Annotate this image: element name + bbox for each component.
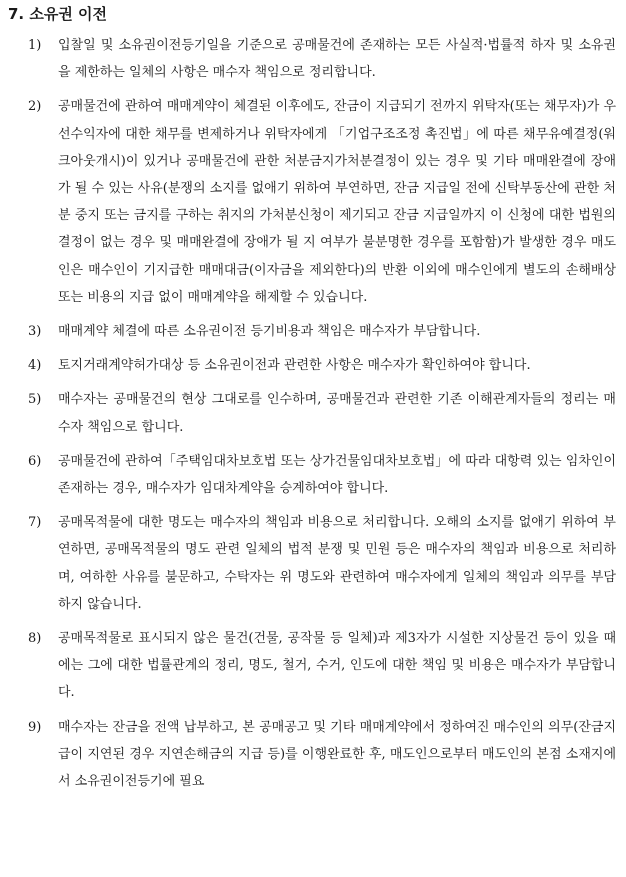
clause-text: 공매물건에 관하여 매매계약이 체결된 이후에도, 잔금이 지급되기 전까지 위탁자(또는 채무자)가 우선수익자에 대한 채무를 변제하거나 위탁자에게 「기업구조조정 촉진법」에 따른 채무유예결정(워크아웃개시)이 있거나 공매물건에 관한 처분금지가처분결정이 있는 경우 및 기타 매매완결에 장애가 될 수 있는 사유(분쟁의 소지를 없애기 위하여 부연하면, 잔금 지급일 전에 신탁부동산에 관한 처분 중지 또는 금지를 구하는 취지의 가처분신청이 제기되고 잔금 지급일까지 이 신청에 대한 법원의 결정이 없는 경우 및 매매완결에 장애가 될 지 여부가 불분명한 경우를 포함함)가 발생한 경우 매도인은 매수인이 기지급한 매매대금(이자금을 제외한다)의 반환 이외에 매수인에게 별도의 손해배상 또는 비용의 지급 없이 매매계약을 해제할 수 있습니다. — [58, 99, 616, 305]
clause-text: 매수자는 잔금을 전액 납부하고, 본 공매공고 및 기타 매매계약에서 정하여진 매수인의 의무(잔금지급이 지연된 경우 지연손해금의 지급 등)를 이행완료한 후, 매도인으로부터 매도인의 본점 소재지에서 소유권이전등기에 필요 — [58, 719, 616, 790]
clause-number: 8) — [28, 631, 42, 647]
clause-text: 매매계약 체결에 따른 소유권이전 등기비용과 책임은 매수자가 부담합니다. — [58, 324, 481, 340]
clause-item-2 — [0, 93, 626, 311]
clause-text: 공매목적물에 대한 명도는 매수자의 책임과 비용으로 처리합니다. 오해의 소지를 없애기 위하여 부연하면, 공매목적물의 명도 관련 일체의 법적 분쟁 및 민원 등은 매수자의 책임과 비용으로 처리하며, 여하한 사유를 불문하고, 수탁자는 위 명도와 관련하여 매수자에게 일체의 책임과 의무를 부담하지 않습니다. — [58, 515, 616, 612]
clause-item-1 — [0, 32, 626, 86]
clause-item-3 — [0, 318, 626, 345]
clause-number: 9) — [28, 719, 42, 735]
clause-item-5 — [0, 386, 626, 440]
clause-text: 매수자는 공매물건의 현상 그대로를 인수하며, 공매물건과 관련한 기존 이해관계자들의 정리는 매수자 책임으로 합니다. — [58, 392, 616, 435]
clause-number: 1) — [28, 38, 42, 53]
clause-item-4 — [0, 352, 626, 379]
clause-item-9 — [0, 714, 626, 796]
clause-number: 5) — [28, 392, 42, 408]
clause-text: 공매목적물로 표시되지 않은 물건(건물, 공작물 등 일체)과 제3자가 시설한 지상물건 등이 있을 때에는 그에 대한 법률관계의 정리, 명도, 철거, 수거, 인도에 대한 책임 및 비용은 매수자가 부담합니다. — [58, 631, 616, 701]
clause-text: 토지거래계약허가대상 등 소유권이전과 관련한 사항은 매수자가 확인하여야 합니다. — [58, 358, 531, 374]
clause-text: 입찰일 및 소유권이전등기일을 기준으로 공매물건에 존재하는 모든 사실적·법률적 하자 및 소유권을 제한하는 일체의 사항은 매수자 책임으로 정리합니다. — [58, 38, 616, 81]
clause-number: 7) — [28, 515, 42, 531]
clause-text: 공매물건에 관하여「주택임대차보호법 또는 상가건물임대차보호법」에 따라 대항력 있는 임차인이 존재하는 경우, 매수자가 임대차계약을 승계하여야 합니다. — [58, 453, 616, 497]
clause-number: 4) — [28, 358, 42, 374]
clause-item-6 — [0, 448, 626, 502]
clause-number: 6) — [28, 453, 42, 469]
section-title: 7. 소유권 이전 — [8, 5, 108, 23]
clause-number: 3) — [28, 324, 42, 340]
clause-item-7 — [0, 509, 626, 618]
clause-item-8 — [0, 625, 626, 707]
clause-number: 2) — [28, 99, 42, 115]
clause-list — [0, 32, 626, 802]
